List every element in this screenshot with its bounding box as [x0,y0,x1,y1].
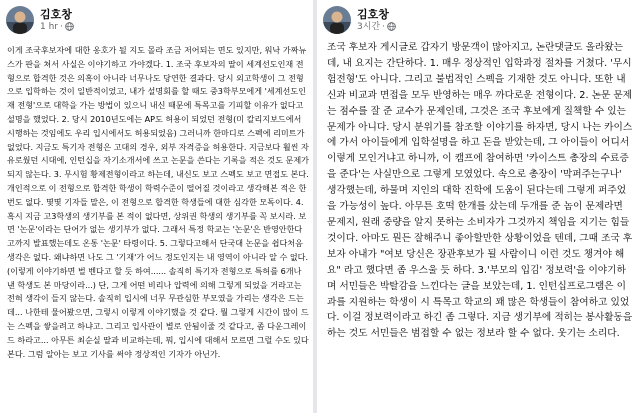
separator-dot: · [382,21,385,32]
post-card-right [317,0,640,413]
post-time-row [357,21,396,33]
separator-dot: · [60,21,63,32]
post-body [7,44,309,361]
post-timestamp[interactable]: 1 hr [40,21,58,32]
post-text: 이게 조국후보자에 대한 옹호가 될 지도 몰라 조금 저어되는 면도 있지만, 워낙 가짜뉴스가 판을 쳐서 사실은 이야기하고 가야겠다. 1. 조국 후보자의 딸이 세계선도인재 전형으로 합격한 것은 의혹이 아니라 너무나도 당연한 결과다. 당시 외고학생이 그 전형으로 입학하는 것이 일반적이었고, 내가 설명회를 할 때도 중3학부모에게 '세계선도인재 전형'으로 대학을 가는 방법이 있으니 내신 때문에 특목고를 기피할 이유가 없다고 설명을 했었다. 2. 당시 2010년도에는 AP도 허용이 되었던 전형(미 칼리지보드에서 시행하는 것임에도 우리 입시에서도 허용되었음) 그러니까 한마디로 스펙에 리미트가 없었다. 지금도 특기자 전형은 고대의 경우, 외부 자격증을 허용한다. 지금보다 훨씬 자유로웠던 시대에, 인턴십을 자기소개서에 쓰고 논문을 쓴다는 기록을 적은 것도 문제가 되지 않는다. 3. 무시험 황제전형이라고 하는데, 내신도 보고 스펙도 보고 면접도 본다. 개인적으로 이 전형으로 합격한 학생이 학력수준이 떨어질 것이라고 생각해본 적은 한번도 없다. 몇몇 기자들 말은, 이 전형으로 합격한 학생들에 대한 심각한 모독이다. 4. 혹시 지금 고3학생의 생기부를 본 적이 없다면, 상위권 학생의 생기부를 꼭 보시라. 보면 '논문'이라는 단어가 없는 생기부가 없다. 그래서 특정 학교는 '논문'은 반영안한다고까지 발표했는데도 온통 '논문' 타령이다. 5. 그렇다고해서 단국대 논문을 쉽다처음 생각은 없다. 왜냐하면 나도 그 '기재'가 어느 정도인지는 내 영역이 아니라 알 수 없다. (이렇게 이야기하면 벌 벤다고 할 듯 하여...... 솔직히 특기자 전형으로 특허를 6개나 낸 학생도 본 마당이라...) 단, 그게 어떤 비리나 압력에 의해 그렇게 되었을 거라고는 전혀 생각이 들지 않는다. 솔직히 입시에 너무 무관심한 부모였을 가리는 생각은 드는데... 나한테 물어봤으면, 그렇시 이렇게 이야기했을 것 같다. 뭘 그렇게 시간이 많이 드는 스펙을 쌓을려고 하냐고. 그리고 입사관이 별로 안됨이줄 것 같다고, 좀 다운그레이드 하라고... 아무튼 최순실 딸과 비교하는데, 뭐, 입시에 대해서 모르면 그럴 수도 있다 본다. 그럼 알아는 보고 기사를 써야 정상적인 기자가 아닌가. [7,45,309,359]
post-meta [357,8,396,33]
globe-icon [387,22,396,31]
post-header [6,6,74,34]
post-meta [40,8,74,33]
author-name[interactable]: 김호창 [357,7,389,21]
avatar[interactable] [323,6,351,34]
post-time-row [40,21,74,33]
author-name[interactable]: 김호창 [40,7,72,21]
post-card-left [0,0,313,413]
globe-icon [65,22,74,31]
post-timestamp[interactable]: 3시간 [357,21,381,32]
avatar[interactable] [6,6,34,34]
post-header [323,6,396,34]
post-body [327,40,633,342]
post-text: 조국 후보자 게시글로 갑자기 방문객이 많아지고, 논란댓글도 올라왔는데, 내 요지는 간단하다. 1. 매우 정상적인 입학과정 절차를 거쳤다. '무시험전형'도 아니다. 그리고 불법적인 스펙을 기재한 것도 아니다. 또한 내신과 비교과 면접을 모두 반영하는 매우 까다로운 전형이다. 2. 논문 문제는 점수를 잘 준 교수가 문제인데, 그것은 조국 후보에게 질책할 수 있는 문제가 아니다. 당시 분위기를 참조할 이야기를 하자면, 당시 나는 카이스에 가서 아이들에게 입학설명을 하고 돈을 받았는데, 그 아이들이 어디서 이렇게 모인거냐고 하니까, 이 캠프에 참여하면 '카이스트 총장의 수료증을 준다'는 사실만으로 그렇게 모였었다. 속으로 총장이 '막퍼주는구나' 생각했는데, 하물며 지인의 대학 진학에 도움이 된다는데 그렇게 퍼주었을 가능성이 높다. 아무튼 호떡 한개를 샀는데 두개를 준 놈이 문제라면 문제지, 원래 중량을 알지 못하는 소비자가 그것까지 책임을 지기는 힘들 것이다. 아마도 뭔든 잘해주니 좋아할만한 상황이었을 텐데, 그때 조국 후보자 아내가 "여보 당신은 장관후보가 될 사람이니 이런 것도 챙겨야 해요" 라고 했다면 좀 우스울 듯 하다. 3.'부모의 입김' 정보력'을 이야기하며 서민들은 박탈감을 느낀다는 글을 보았는데, 1. 인턴십프로그램은 이과를 지원하는 학생이 시 특목고 학교의 꽤 많은 학생들이 참여하고 있었다. 이걸 정보력이라고 하긴 좀 그렇다. 지금 생기부에 적히는 봉사활동을 하는 것도 서민들은 범접할 수 없는 정보라 할 수 없다. 웃기는 소리다. [327,42,633,340]
